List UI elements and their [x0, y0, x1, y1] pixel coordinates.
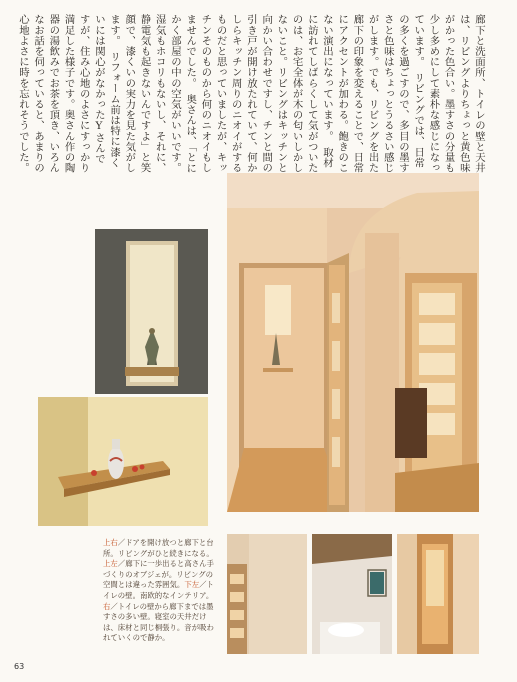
photo-niche-sculpture	[95, 229, 208, 394]
photo-vase-shelf	[38, 397, 208, 526]
photo-toilet-wall	[227, 534, 307, 654]
caption-marker-right: 右	[103, 601, 111, 611]
caption-marker-top-right: 上右	[103, 538, 118, 547]
caption-text-top-left: ／廊下に一歩出ると高さん手づくりのオブジェが。リビングの空間とは違った雰囲気。	[103, 559, 214, 590]
photo-caption	[103, 538, 219, 644]
caption-text-top-right: ／ドアを開け放つと廊下と台所。リビングがひと続きになる。	[103, 538, 214, 558]
caption-text-right: ／トイレの壁から廊下までは墨すさの多い壁。寝室の天井だけは、床材と同じ桐張り。音が吸われていくので静か。	[103, 601, 214, 643]
article-body-text: 廊下と洗面所、トイレの壁と天井は、リビングよりちょっと黄色味がかった色合い。墨すさの分量も少し多めにして素朴な感じになっています。 リビングでは、日常の多くを過ごすので、多目の墨すさと色味はちょっとうるさい感じがします。でも、リビングを出た廊下の印象を変えることで、日常にアクセントが加わる。飽きのこない演出になっています。 取材に訪れてしばらくして気がついたのは、お宅全体が木の匂いしかしないこと。リビングはキッチンと向かい合わせですし、チンと間の引き戸が開け放たれていて、何かしらキッチン周りのニオイがするものだと思っていましたが、キッチンそのものから何のニオイもしませんでした。 奥さんは、「とにかく部屋の中の空気がいいです。湿気もホコリもないし、それに、静電気も起きないんですよ」と笑顔で、漆くいの実力を見た気がします。 リフォーム前は特に漆くいには関心がなかったYさんですが、住み心地のよさにすっかり満足した様子です。奥さん作の陶器の湯飲みでお茶を頂き、いろんなお話を伺っていると、あまりの心地よさに時を忘れそうでした。	[16, 14, 485, 174]
caption-text-bottom-left: ／トイレの壁。南欧的なインテリア。	[103, 580, 214, 600]
photo-bedroom-ceiling	[312, 534, 392, 654]
caption-marker-bottom-left: 下左	[184, 580, 200, 590]
caption-marker-top-left: 上左	[103, 559, 118, 569]
photo-corridor-mirror	[397, 534, 479, 654]
page-number: 63	[14, 662, 25, 671]
photo-hallway-doors	[227, 173, 479, 512]
